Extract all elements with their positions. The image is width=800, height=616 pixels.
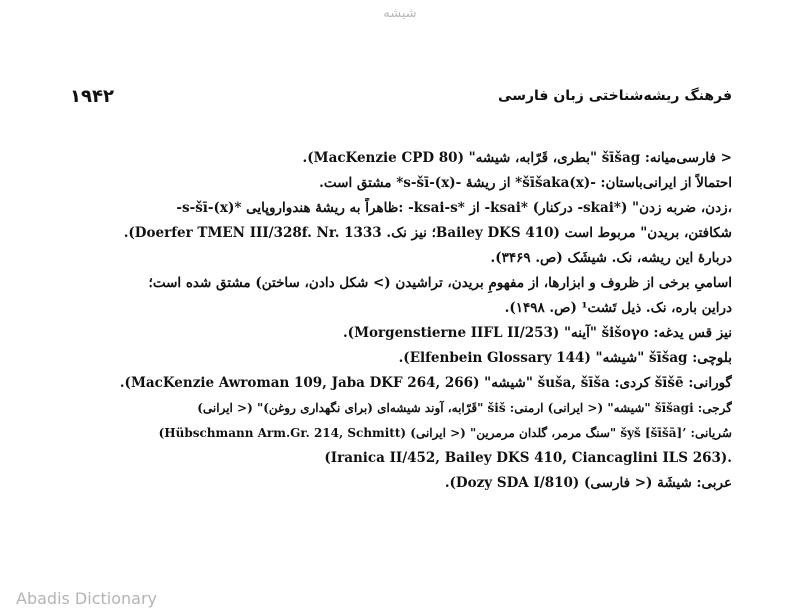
entry-line: دراین باره، نک. ذیل تَشت¹ (ص. ۱۴۹۸). xyxy=(504,300,732,316)
entry-line: شکافتن، بریدن" مربوط است (Bailey DKS 410؛ نیز نک. Doerfer TMEN III/328f. Nr. 1333). xyxy=(123,225,732,241)
entry-line: گورانی: šīšē کردی: šuša, šīša "شیشه" (MacKenzie Awroman 109, Jaba DKF 264, 266). xyxy=(119,375,732,391)
page-number: ۱۹۴۲ xyxy=(70,86,114,107)
running-title: فرهنگ ریشه‌شناختی زبان فارسی xyxy=(498,88,732,104)
entry-line: گرجی: šīšagi "شیشه" (< ایرانی) ارمنی: šiš "قَرّابه، آوند شیشه‌ای (برای نگهداری روغن)" (< ایرانی) xyxy=(197,401,732,415)
entry-body xyxy=(70,148,732,498)
page-header xyxy=(70,86,732,112)
entry-line: اسامیِ برخی از ظروف و ابزارها، از مفهومِ بریدن، تراشیدن (> شکل دادن، ساختن) مشتق شده است؛ xyxy=(148,275,732,291)
entry-line: نیز قس یدغه: šišoγo "آینه" (Morgenstierne IIFL II/253). xyxy=(342,325,732,341)
entry-line: -s-šī-(x)* ظاهراً به ریشهٔ هندواروپایی: -ksai-s* از -ksai* (درکنار -skai*) "زدن، ضربه زدن، xyxy=(176,200,732,216)
entry-line: بلوچی: šīšag "شیشه" (Elfenbein Glossary 144). xyxy=(398,350,732,366)
site-page-title: شیشه xyxy=(383,6,417,21)
entry-line: (Iranica II/452, Bailey DKS 410, Ciancaglini ILS 263). xyxy=(324,450,732,466)
entry-line: دربارهٔ این ریشه، نک. شیشَک (ص. ۳۴۶۹). xyxy=(490,250,732,266)
entry-line: < فارسی‌میانه: šīšag "بطری، قَرّابه، شیشه" (MacKenzie CPD 80). xyxy=(302,150,732,166)
watermark-brand: Abadis Dictionary xyxy=(16,589,157,608)
entry-line: سُریانی: ’šyš [šīšā] "سنگ مرمر، گلدان مرمرین" (< ایرانی) (Hübschmann Arm.Gr. 214, Schmitt) xyxy=(158,426,732,440)
entry-line: عربی: شیشَة (< فارسی) (Dozy SDA I/810). xyxy=(444,475,732,491)
entry-line: احتمالاً از ایرانی‌باستان: -(x)šīšaka* از ریشهٔ -s-šī-(x)* مشتق است. xyxy=(319,175,732,191)
